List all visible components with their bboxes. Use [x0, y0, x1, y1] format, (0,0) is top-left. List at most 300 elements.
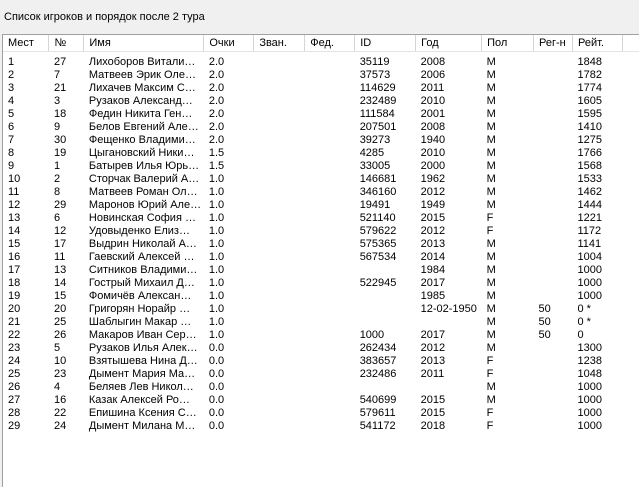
- cell-rating: 1782: [577, 69, 602, 81]
- cell-points: 0.0: [208, 407, 225, 419]
- cell-federation: [305, 147, 355, 160]
- cell-federation: [305, 173, 355, 186]
- table-row[interactable]: [3, 316, 639, 329]
- cell-title: [254, 329, 305, 342]
- table-row[interactable]: [3, 277, 639, 290]
- cell-title: [254, 82, 305, 95]
- cell-id: 346160: [359, 186, 397, 198]
- cell-place: 2: [8, 69, 15, 81]
- cell-id: 111584: [359, 108, 395, 120]
- cell-place: 20: [8, 303, 21, 315]
- cell-place: 16: [8, 251, 21, 263]
- cell-filler: [622, 394, 639, 407]
- cell-federation: [305, 407, 355, 420]
- cell-title: [254, 147, 305, 160]
- cell-region: [534, 394, 573, 407]
- cell-name: Федин Никита Ген…: [88, 108, 193, 120]
- cell-title: [254, 186, 305, 199]
- cell-year: 2012: [420, 186, 446, 198]
- cell-rating: 1000: [577, 420, 602, 432]
- cell-rating: 0: [577, 329, 584, 341]
- cell-sex: M: [486, 186, 496, 198]
- cell-place: 28: [8, 407, 21, 419]
- cell-number: 3: [53, 95, 61, 107]
- cell-rating: 0 *: [577, 303, 591, 315]
- cell-name: Гаевский Алексей …: [88, 251, 195, 263]
- cell-id: 146681: [359, 173, 397, 185]
- cell-id: [355, 316, 416, 329]
- cell-region: [534, 420, 573, 433]
- table-row[interactable]: [3, 225, 639, 238]
- table-row[interactable]: [3, 394, 639, 407]
- table-row[interactable]: [3, 342, 639, 355]
- cell-year: 2015: [420, 212, 446, 224]
- cell-points: 1.0: [208, 173, 225, 185]
- cell-title: [254, 342, 305, 355]
- cell-title: [254, 290, 305, 303]
- cell-year: 2011: [420, 82, 445, 94]
- cell-title: [254, 316, 305, 329]
- cell-id: [355, 303, 416, 316]
- cell-id: 4285: [359, 147, 385, 159]
- table-row[interactable]: [3, 355, 639, 368]
- cell-place: 5: [8, 108, 15, 120]
- cell-filler: [622, 160, 639, 173]
- cell-filler: [622, 186, 639, 199]
- cell-name: Макаров Иван Сер…: [88, 329, 197, 341]
- table-row[interactable]: [3, 82, 639, 95]
- cell-id: 35119: [359, 56, 390, 68]
- cell-federation: [305, 95, 355, 108]
- cell-rating: 1000: [577, 381, 602, 393]
- cell-year: 2013: [420, 355, 446, 367]
- cell-name: Матвеев Роман Ол…: [88, 186, 198, 198]
- cell-federation: [305, 199, 355, 212]
- cell-id: 567534: [359, 251, 397, 263]
- table-row[interactable]: [3, 121, 639, 134]
- cell-year: [416, 316, 482, 329]
- cell-filler: [622, 134, 639, 147]
- cell-federation: [305, 316, 355, 329]
- window-caption: Список игроков и порядок после 2 тура: [4, 11, 205, 23]
- cell-points: 1.0: [208, 290, 225, 302]
- column-header-points[interactable]: Очки: [204, 35, 254, 52]
- cell-sex: M: [486, 95, 496, 107]
- cell-year: 2011: [420, 368, 445, 380]
- cell-number: 14: [53, 277, 67, 289]
- cell-points: 0.0: [208, 394, 225, 406]
- table-body: [3, 52, 639, 434]
- cell-points: 1.0: [208, 329, 225, 341]
- column-header-place[interactable]: Мест: [3, 35, 49, 52]
- cell-sex: M: [486, 316, 496, 328]
- cell-year: 2006: [420, 69, 446, 81]
- cell-filler: [622, 121, 639, 134]
- cell-name: Маронов Юрий Але…: [88, 199, 202, 211]
- cell-id: 521140: [359, 212, 396, 224]
- cell-id: 262434: [359, 342, 397, 354]
- cell-place: 14: [8, 225, 21, 237]
- cell-federation: [305, 303, 355, 316]
- cell-name: Белов Евгений Але…: [88, 121, 199, 133]
- cell-year: 1984: [420, 264, 446, 276]
- cell-federation: [305, 329, 355, 342]
- cell-region: [534, 277, 573, 290]
- cell-points: 1.0: [208, 225, 225, 237]
- table-row[interactable]: [3, 251, 639, 264]
- cell-federation: [305, 420, 355, 433]
- table-row[interactable]: [3, 108, 639, 121]
- cell-federation: [305, 394, 355, 407]
- cell-points: 1.0: [208, 264, 225, 276]
- cell-points: 0.0: [208, 381, 225, 393]
- cell-id: 541172: [359, 420, 396, 432]
- cell-region: [534, 290, 573, 303]
- cell-federation: [305, 368, 355, 381]
- cell-name: Рузаков Александ…: [88, 95, 193, 107]
- cell-rating: 1000: [577, 290, 602, 302]
- cell-number: 2: [53, 173, 61, 185]
- cell-region: [534, 82, 573, 95]
- cell-region: [534, 368, 573, 381]
- cell-year: 2015: [420, 394, 446, 406]
- cell-federation: [305, 277, 355, 290]
- cell-federation: [305, 342, 355, 355]
- cell-rating: 1848: [577, 56, 602, 68]
- cell-rating: 1000: [577, 407, 602, 419]
- cell-sex: M: [486, 56, 496, 68]
- cell-rating: 0 *: [577, 316, 591, 328]
- cell-place: 26: [8, 381, 21, 393]
- column-header-region[interactable]: Рег-н: [534, 35, 573, 52]
- table-row[interactable]: [3, 69, 639, 82]
- cell-place: 13: [8, 212, 21, 224]
- cell-federation: [305, 52, 355, 70]
- cell-number: 30: [53, 134, 67, 146]
- cell-name: Дымент Мария Ма…: [88, 368, 196, 380]
- table-row[interactable]: [3, 238, 639, 251]
- cell-title: [254, 69, 305, 82]
- cell-title: [254, 52, 305, 70]
- cell-rating: 1766: [577, 147, 602, 159]
- cell-region: [534, 95, 573, 108]
- cell-title: [254, 134, 305, 147]
- cell-title: [254, 277, 305, 290]
- cell-filler: [622, 82, 639, 95]
- cell-filler: [622, 303, 639, 316]
- cell-name: Новинская София …: [88, 212, 196, 224]
- cell-region: [534, 251, 573, 264]
- cell-id: 575365: [359, 238, 397, 250]
- cell-number: 29: [53, 199, 67, 211]
- cell-number: 20: [53, 303, 67, 315]
- cell-filler: [622, 199, 639, 212]
- cell-points: 2.0: [208, 82, 225, 94]
- cell-rating: 1172: [577, 225, 602, 237]
- table-row[interactable]: [3, 420, 639, 433]
- cell-rating: 1595: [577, 108, 602, 120]
- cell-points: 1.5: [208, 147, 225, 159]
- cell-region: [534, 108, 573, 121]
- cell-year: 2014: [420, 251, 446, 263]
- cell-filler: [622, 290, 639, 303]
- cell-year: 2012: [420, 225, 446, 237]
- cell-title: [254, 264, 305, 277]
- cell-filler: [622, 264, 639, 277]
- column-header-rating[interactable]: Рейт.: [573, 35, 623, 52]
- table-row[interactable]: [3, 381, 639, 394]
- cell-filler: [622, 173, 639, 186]
- cell-year: 2008: [420, 121, 446, 133]
- cell-place: 29: [8, 420, 21, 432]
- cell-federation: [305, 264, 355, 277]
- cell-number: 15: [53, 290, 67, 302]
- table-row[interactable]: [3, 186, 639, 199]
- cell-number: 4: [53, 381, 61, 393]
- cell-federation: [305, 251, 355, 264]
- table-row[interactable]: [3, 52, 639, 70]
- table-row[interactable]: [3, 368, 639, 381]
- cell-rating: 1141: [577, 238, 602, 250]
- cell-federation: [305, 121, 355, 134]
- cell-title: [254, 225, 305, 238]
- cell-rating: 1238: [577, 355, 602, 367]
- cell-number: 23: [53, 368, 67, 380]
- cell-sex: M: [486, 121, 496, 133]
- cell-name: Удовыденко Елиз…: [88, 225, 190, 237]
- cell-rating: 1000: [577, 394, 602, 406]
- cell-region: [534, 381, 573, 394]
- cell-region: [534, 199, 573, 212]
- cell-name: Фещенко Владими…: [88, 134, 196, 146]
- cell-rating: 1221: [577, 212, 602, 224]
- table-row[interactable]: [3, 264, 639, 277]
- cell-sex: M: [486, 173, 496, 185]
- cell-region: [534, 186, 573, 199]
- cell-year: [416, 381, 482, 394]
- cell-filler: [622, 212, 639, 225]
- table-row[interactable]: [3, 407, 639, 420]
- cell-sex: M: [486, 303, 496, 315]
- table-row[interactable]: [3, 212, 639, 225]
- cell-filler: [622, 95, 639, 108]
- cell-name: Шаблыгин Макар …: [88, 316, 192, 328]
- table-row[interactable]: [3, 147, 639, 160]
- cell-number: 1: [53, 160, 61, 172]
- cell-id: 39273: [359, 134, 391, 146]
- cell-federation: [305, 160, 355, 173]
- cell-name: Взятышева Нина Д…: [88, 355, 198, 367]
- cell-name: Рузаков Илья Алек…: [88, 342, 198, 354]
- cell-year: 12-02-1950: [420, 303, 477, 315]
- cell-rating: 1462: [577, 186, 602, 198]
- table-row[interactable]: [3, 290, 639, 303]
- cell-id: 33005: [359, 160, 391, 172]
- cell-sex: M: [486, 251, 496, 263]
- cell-sex: M: [486, 69, 496, 81]
- cell-year: 2010: [420, 147, 446, 159]
- column-header-row: [3, 35, 639, 52]
- cell-title: [254, 212, 305, 225]
- cell-sex: F: [486, 225, 494, 237]
- cell-region: 50: [538, 316, 551, 328]
- cell-federation: [305, 82, 355, 95]
- cell-place: 15: [8, 238, 21, 250]
- column-header-federation[interactable]: Фед.: [305, 35, 355, 52]
- cell-sex: M: [486, 381, 496, 393]
- cell-sex: M: [486, 147, 496, 159]
- cell-number: 19: [53, 147, 67, 159]
- column-header-sex[interactable]: Пол: [482, 35, 534, 52]
- cell-sex: M: [486, 290, 496, 302]
- cell-filler: [622, 355, 639, 368]
- column-header-name[interactable]: Имя: [84, 35, 204, 52]
- cell-federation: [305, 225, 355, 238]
- cell-number: 18: [53, 108, 67, 120]
- cell-sex: F: [486, 420, 494, 432]
- cell-id: [355, 381, 416, 394]
- cell-points: 2.0: [208, 56, 225, 68]
- cell-filler: [622, 368, 639, 381]
- cell-rating: 1410: [577, 121, 602, 133]
- cell-number: 7: [53, 69, 61, 81]
- cell-rating: 1000: [577, 277, 602, 289]
- cell-id: 522945: [359, 277, 397, 289]
- cell-region: [534, 160, 573, 173]
- cell-rating: 1300: [577, 342, 602, 354]
- cell-region: [534, 225, 573, 238]
- column-header-title[interactable]: Зван.: [254, 35, 305, 52]
- cell-region: [534, 147, 573, 160]
- cell-name: Выдрин Николай А…: [88, 238, 197, 250]
- table-row[interactable]: [3, 303, 639, 316]
- cell-year: 2017: [420, 329, 446, 341]
- cell-number: 11: [53, 251, 66, 263]
- cell-number: 10: [53, 355, 67, 367]
- cell-number: 16: [53, 394, 67, 406]
- cell-region: 50: [538, 329, 551, 341]
- cell-points: 2.0: [208, 108, 225, 120]
- cell-region: [534, 134, 573, 147]
- cell-place: 19: [8, 290, 21, 302]
- cell-points: 0.0: [208, 420, 225, 432]
- cell-place: 6: [8, 121, 15, 133]
- cell-place: 4: [8, 95, 15, 107]
- cell-sex: F: [486, 368, 494, 380]
- column-header-id[interactable]: ID: [355, 35, 416, 52]
- cell-number: 12: [53, 225, 67, 237]
- cell-title: [254, 251, 305, 264]
- cell-place: 12: [8, 199, 21, 211]
- column-header-number[interactable]: №: [49, 35, 84, 52]
- column-header-filler: [622, 35, 639, 52]
- cell-filler: [622, 69, 639, 82]
- cell-sex: F: [486, 355, 494, 367]
- cell-year: 2017: [420, 277, 446, 289]
- cell-title: [254, 381, 305, 394]
- cell-year: 2010: [420, 95, 446, 107]
- cell-title: [254, 368, 305, 381]
- cell-region: [534, 121, 573, 134]
- cell-federation: [305, 355, 355, 368]
- cell-place: 3: [8, 82, 15, 94]
- cell-sex: M: [486, 394, 496, 406]
- cell-number: 5: [53, 342, 61, 354]
- cell-place: 18: [8, 277, 21, 289]
- cell-year: 1940: [420, 134, 446, 146]
- cell-federation: [305, 238, 355, 251]
- cell-rating: 1004: [577, 251, 602, 263]
- cell-filler: [622, 381, 639, 394]
- cell-name: Епишина Ксения С…: [88, 407, 197, 419]
- cell-sex: M: [486, 199, 496, 211]
- cell-id: 383657: [359, 355, 397, 367]
- table-row[interactable]: [3, 95, 639, 108]
- table-row[interactable]: [3, 173, 639, 186]
- cell-id: 37573: [359, 69, 391, 81]
- cell-year: 1962: [420, 173, 446, 185]
- cell-name: Цыгановский Ники…: [88, 147, 195, 159]
- cell-title: [254, 160, 305, 173]
- cell-year: 2001: [420, 108, 446, 120]
- cell-rating: 1605: [577, 95, 602, 107]
- cell-region: [534, 238, 573, 251]
- cell-points: 0.0: [208, 355, 225, 367]
- cell-region: [534, 355, 573, 368]
- players-list-view[interactable]: [2, 34, 639, 487]
- cell-sex: M: [486, 342, 496, 354]
- cell-federation: [305, 69, 355, 82]
- cell-points: 1.0: [208, 212, 225, 224]
- cell-sex: F: [486, 407, 494, 419]
- cell-number: 26: [53, 329, 67, 341]
- cell-id: 207501: [359, 121, 397, 133]
- cell-number: 6: [53, 212, 61, 224]
- table-row[interactable]: [3, 160, 639, 173]
- cell-points: 1.0: [208, 303, 225, 315]
- cell-number: 8: [53, 186, 61, 198]
- cell-rating: 1000: [577, 264, 602, 276]
- cell-place: 9: [8, 160, 15, 172]
- table-row[interactable]: [3, 329, 639, 342]
- cell-federation: [305, 290, 355, 303]
- cell-id: 1000: [359, 329, 385, 341]
- cell-points: 1.0: [208, 316, 225, 328]
- cell-filler: [622, 407, 639, 420]
- cell-number: 17: [53, 238, 67, 250]
- cell-year: 2008: [420, 56, 446, 68]
- cell-place: 24: [8, 355, 21, 367]
- cell-sex: M: [486, 264, 496, 276]
- cell-title: [254, 394, 305, 407]
- cell-place: 17: [8, 264, 21, 276]
- cell-place: 11: [8, 186, 20, 198]
- cell-rating: 1275: [577, 134, 602, 146]
- cell-federation: [305, 186, 355, 199]
- cell-filler: [622, 147, 639, 160]
- cell-year: 2012: [420, 342, 446, 354]
- cell-name: Григорян Норайр …: [88, 303, 191, 315]
- table-row[interactable]: [3, 134, 639, 147]
- cell-region: [534, 212, 573, 225]
- cell-points: 2.0: [208, 69, 225, 81]
- cell-federation: [305, 108, 355, 121]
- table-row[interactable]: [3, 199, 639, 212]
- cell-name: Казак Алексей Ро…: [88, 394, 190, 406]
- cell-rating: 1533: [577, 173, 602, 185]
- cell-rating: 1048: [577, 368, 602, 380]
- column-header-year[interactable]: Год: [416, 35, 482, 52]
